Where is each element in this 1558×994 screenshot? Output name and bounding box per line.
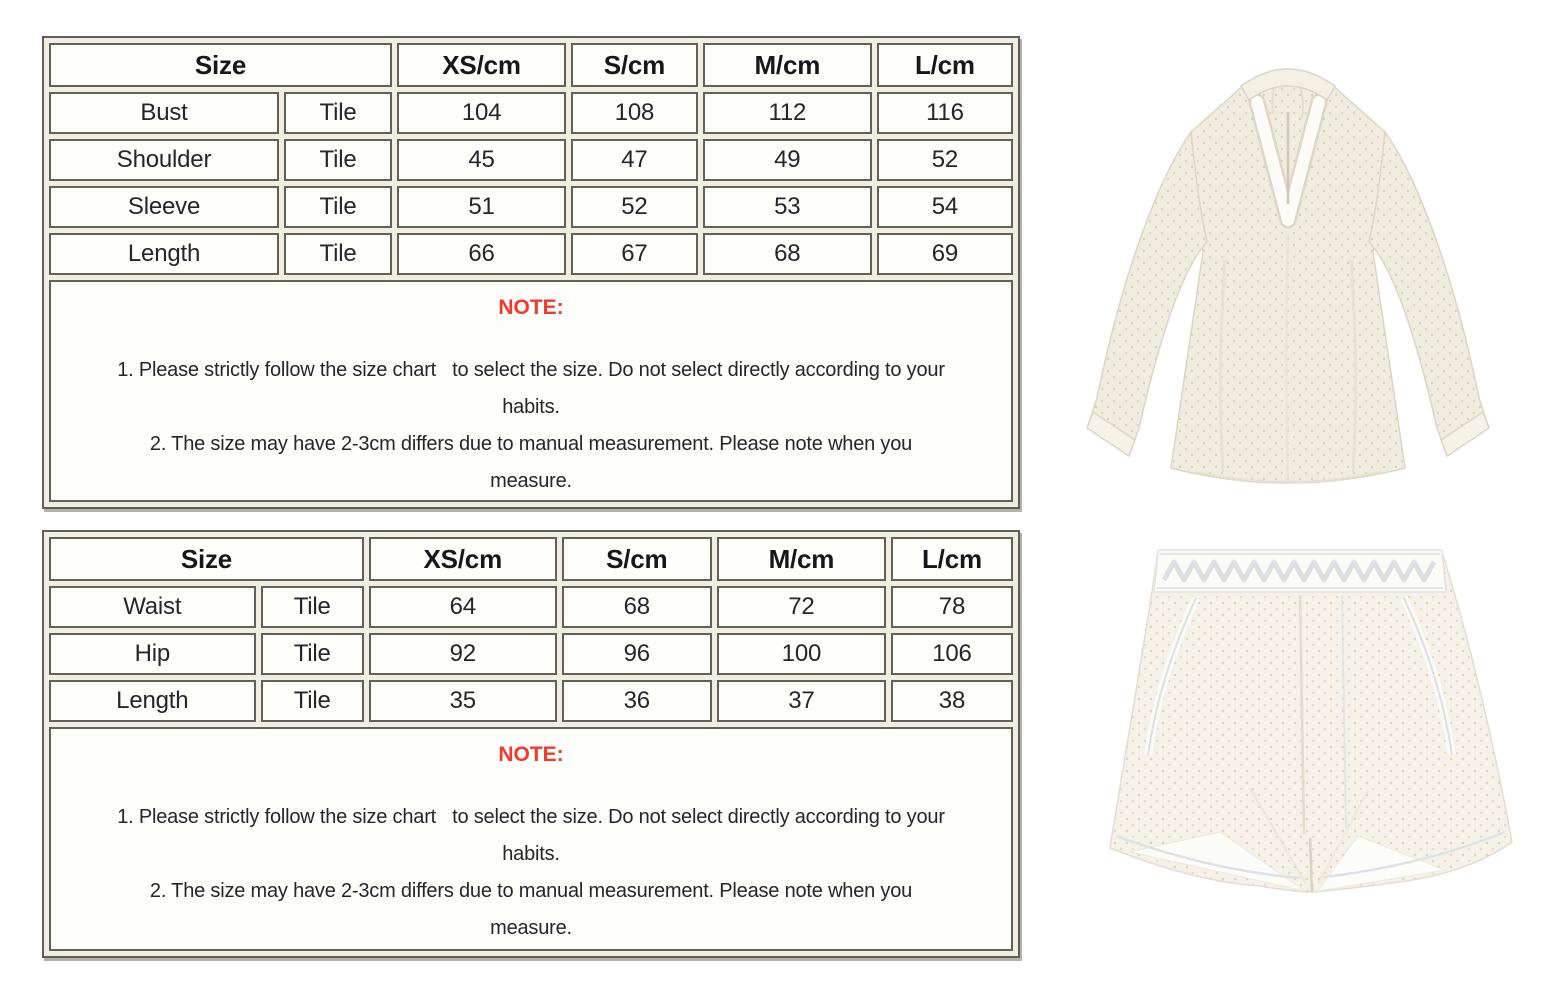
note-line: measure. xyxy=(490,470,572,492)
note-title: NOTE: xyxy=(498,743,564,766)
col-header-s: S/cm xyxy=(571,43,698,87)
note-line: measure. xyxy=(490,917,572,939)
value-cell: 47 xyxy=(571,139,698,181)
measurement-label-cell: Shoulder xyxy=(49,139,279,181)
value-cell: 38 xyxy=(891,680,1013,722)
value-cell: 37 xyxy=(717,680,886,722)
note-line: 2. The size may have 2-3cm differs due to manual measurement. Please note when you xyxy=(149,880,913,902)
note-row xyxy=(49,727,1013,951)
shorts-size-chart xyxy=(42,530,1020,958)
fit-cell: Tile xyxy=(284,139,392,181)
fit-cell: Tile xyxy=(284,186,392,228)
table-row xyxy=(49,633,1013,675)
note-row xyxy=(49,280,1013,502)
measurement-label-cell: Hip xyxy=(49,633,256,675)
value-cell: 100 xyxy=(717,633,886,675)
table-row xyxy=(49,186,1013,228)
value-cell: 66 xyxy=(397,233,566,275)
value-cell: 78 xyxy=(891,586,1013,628)
fit-cell: Tile xyxy=(284,92,392,134)
col-header-xs: XS/cm xyxy=(369,537,557,581)
shorts-product-image xyxy=(1100,540,1520,920)
size-header-cell: Size xyxy=(49,43,392,87)
measurement-label-cell: Bust xyxy=(49,92,279,134)
value-cell: 96 xyxy=(562,633,712,675)
fit-cell: Tile xyxy=(261,586,364,628)
shorts-size-table xyxy=(42,530,1020,958)
note-box xyxy=(49,280,1013,502)
note-line: 1. Please strictly follow the size chart to select the size. Do not select directly according to your xyxy=(117,359,945,381)
value-cell: 45 xyxy=(397,139,566,181)
value-cell: 116 xyxy=(877,92,1013,134)
value-cell: 51 xyxy=(397,186,566,228)
col-header-xs: XS/cm xyxy=(397,43,566,87)
value-cell: 106 xyxy=(891,633,1013,675)
fit-cell: Tile xyxy=(261,680,364,722)
table-row xyxy=(49,92,1013,134)
size-header-cell: Size xyxy=(49,537,364,581)
value-cell: 108 xyxy=(571,92,698,134)
value-cell: 68 xyxy=(703,233,872,275)
value-cell: 67 xyxy=(571,233,698,275)
table-row xyxy=(49,680,1013,722)
value-cell: 54 xyxy=(877,186,1013,228)
value-cell: 68 xyxy=(562,586,712,628)
value-cell: 36 xyxy=(562,680,712,722)
table-row xyxy=(49,233,1013,275)
value-cell: 92 xyxy=(369,633,557,675)
col-header-l: L/cm xyxy=(877,43,1013,87)
measurement-label-cell: Length xyxy=(49,233,279,275)
value-cell: 69 xyxy=(877,233,1013,275)
blouse-size-table xyxy=(42,36,1020,509)
blouse-size-chart xyxy=(42,36,1020,509)
value-cell: 53 xyxy=(703,186,872,228)
fit-cell: Tile xyxy=(261,633,364,675)
col-header-m: M/cm xyxy=(703,43,872,87)
value-cell: 72 xyxy=(717,586,886,628)
table-row xyxy=(49,139,1013,181)
note-title: NOTE: xyxy=(498,296,564,319)
value-cell: 64 xyxy=(369,586,557,628)
col-header-m: M/cm xyxy=(717,537,886,581)
value-cell: 52 xyxy=(571,186,698,228)
note-line: habits. xyxy=(502,843,560,865)
table-row xyxy=(49,586,1013,628)
fit-cell: Tile xyxy=(284,233,392,275)
header-row xyxy=(49,537,1013,581)
header-row xyxy=(49,43,1013,87)
value-cell: 49 xyxy=(703,139,872,181)
value-cell: 112 xyxy=(703,92,872,134)
note-box xyxy=(49,727,1013,951)
value-cell: 104 xyxy=(397,92,566,134)
col-header-s: S/cm xyxy=(562,537,712,581)
note-line: 1. Please strictly follow the size chart to select the size. Do not select directly according to your xyxy=(117,806,945,828)
blouse-product-image xyxy=(1045,20,1550,490)
measurement-label-cell: Waist xyxy=(49,586,256,628)
value-cell: 35 xyxy=(369,680,557,722)
note-line: habits. xyxy=(502,396,560,418)
measurement-label-cell: Length xyxy=(49,680,256,722)
col-header-l: L/cm xyxy=(891,537,1013,581)
note-line: 2. The size may have 2-3cm differs due to manual measurement. Please note when you xyxy=(149,433,913,455)
measurement-label-cell: Sleeve xyxy=(49,186,279,228)
value-cell: 52 xyxy=(877,139,1013,181)
